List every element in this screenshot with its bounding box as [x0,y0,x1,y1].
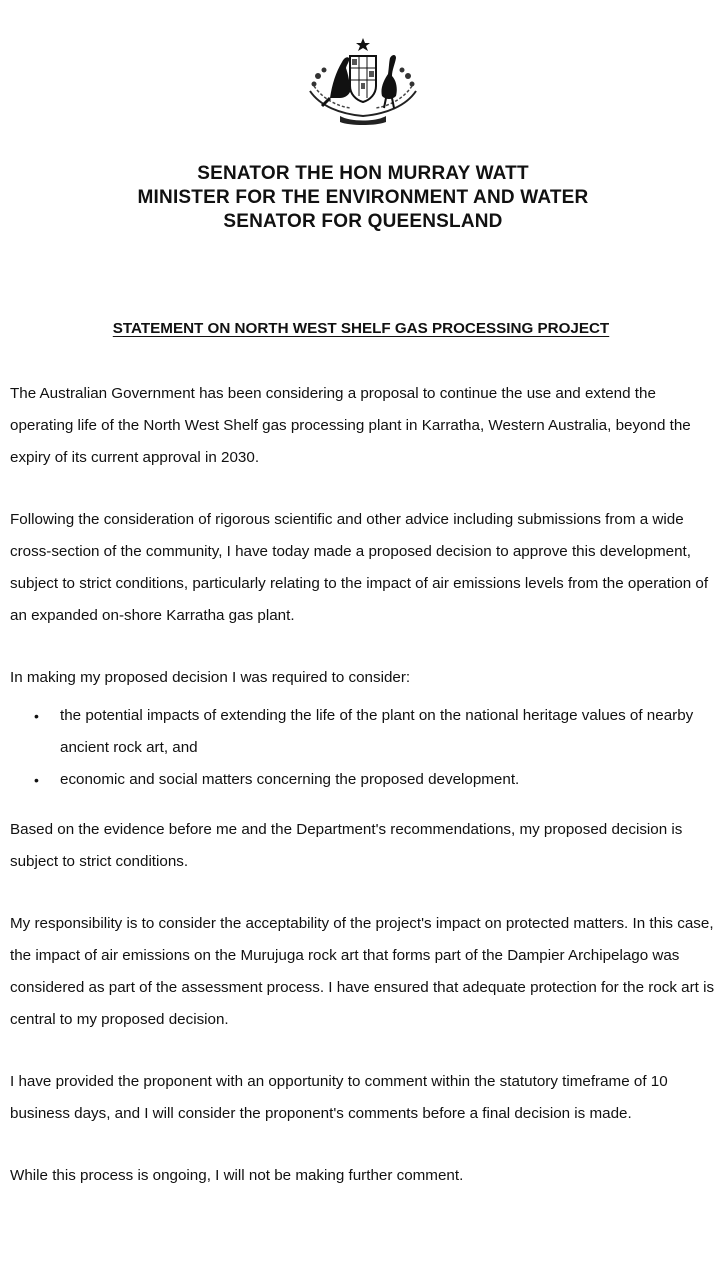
statement-title-text: STATEMENT ON NORTH WEST SHELF GAS PROCESSING PROJECT [112,320,610,337]
minister-header [0,162,720,234]
statement-body [10,378,718,1222]
considerations-list [10,700,718,796]
header-electorate: SENATOR FOR QUEENSLAND [223,211,503,232]
coat-of-arms-icon [300,36,426,128]
header-name: SENATOR THE HON MURRAY WATT [197,163,529,184]
paragraph-3: In making my proposed decision I was required to consider: [10,669,411,686]
header-portfolio: MINISTER FOR THE ENVIRONMENT AND WATER [137,187,589,208]
paragraph-1: The Australian Government has been considering a proposal to continue the use and extend the operating life of the North West Shelf gas processing plant in Karratha, Western Australia, beyond the expiry of its current approval in 2030. [10,385,691,466]
paragraph-5: My responsibility is to consider the acceptability of the project's impact on protected matters. In this case, the impact of air emissions on the Murujuga rock art that forms part of the Dampier Archipelago was considered as part of the assessment process. I have ensured that adequate protection for the rock art is central to my proposed decision. [10,915,715,1028]
paragraph-7: While this process is ongoing, I will not be making further comment. [10,1167,464,1184]
statement-title [0,318,720,340]
list-item: • economic and social matters concerning the proposed development. [60,764,718,796]
paragraph-6: I have provided the proponent with an opportunity to comment within the statutory timeframe of 10 business days, and I will consider the proponent's comments before a final decision is made. [10,1073,668,1122]
list-item: • the potential impacts of extending the life of the plant on the national heritage values of nearby ancient rock art, and [60,700,718,764]
paragraph-4: Based on the evidence before me and the Department's recommendations, my proposed decision is subject to strict conditions. [10,821,683,870]
paragraph-2: Following the consideration of rigorous scientific and other advice including submissions from a wide cross-section of the community, I have today made a proposed decision to approve this development, subject to strict conditions, particularly relating to the impact of air emissions levels from the operation of an expanded on-shore Karratha gas plant. [10,511,709,624]
